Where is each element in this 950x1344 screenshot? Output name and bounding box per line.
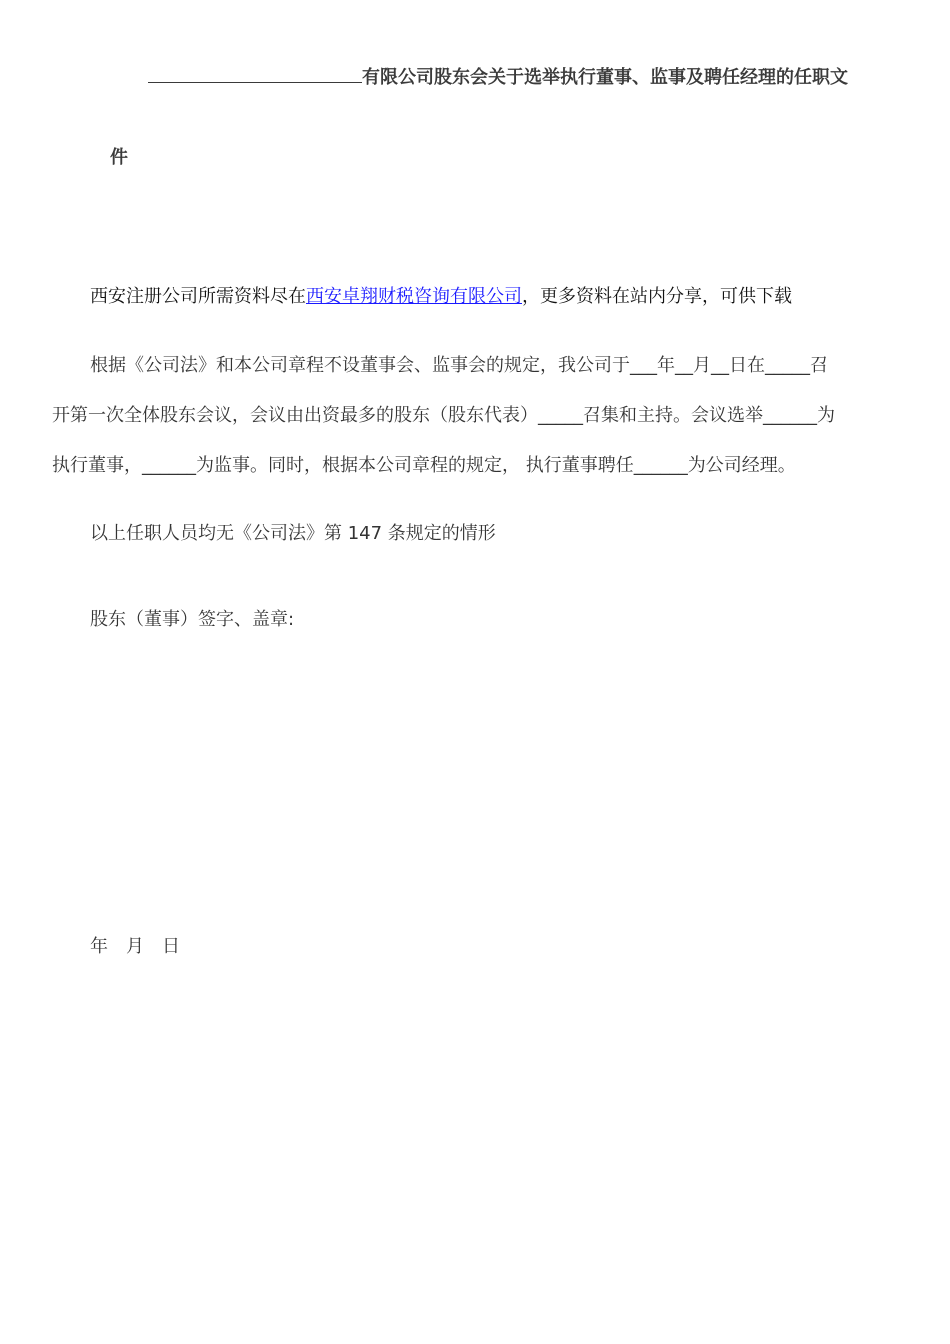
document-title-line2: 件 <box>110 147 128 168</box>
date-year: 年 <box>90 936 108 957</box>
resolution-line-2: 开第一次全体股东会议，会议由出资最多的股东（股东代表）_____召集和主持。会议选举______为 <box>52 405 835 426</box>
signature-label: 股东（董事）签字、盖章: <box>90 609 295 630</box>
resolution-line-1: 根据《公司法》和本公司章程不设董事会、监事会的规定，我公司于___年__月__日在_____召 <box>90 355 828 376</box>
date-month: 月 <box>126 936 144 957</box>
document-title-line1 <box>148 62 888 92</box>
date-day: 日 <box>162 936 180 957</box>
intro-paragraph <box>90 284 792 310</box>
title-text: 有限公司股东会关于选举执行董事、监事及聘任经理的任职文 <box>362 67 848 88</box>
company-link[interactable]: 西安卓翔财税咨询有限公司 <box>306 286 522 307</box>
date-line <box>90 934 922 960</box>
eligibility-statement: 以上任职人员均无《公司法》第 147 条规定的情形 <box>90 523 496 544</box>
company-name-blank <box>148 62 362 83</box>
resolution-line-3: 执行董事，______为监事。同时，根据本公司章程的规定， 执行董事聘任______为公司经理。 <box>52 455 796 476</box>
intro-prefix: 西安注册公司所需资料尽在 <box>90 286 306 307</box>
intro-suffix: ，更多资料在站内分享，可供下载 <box>522 286 792 307</box>
